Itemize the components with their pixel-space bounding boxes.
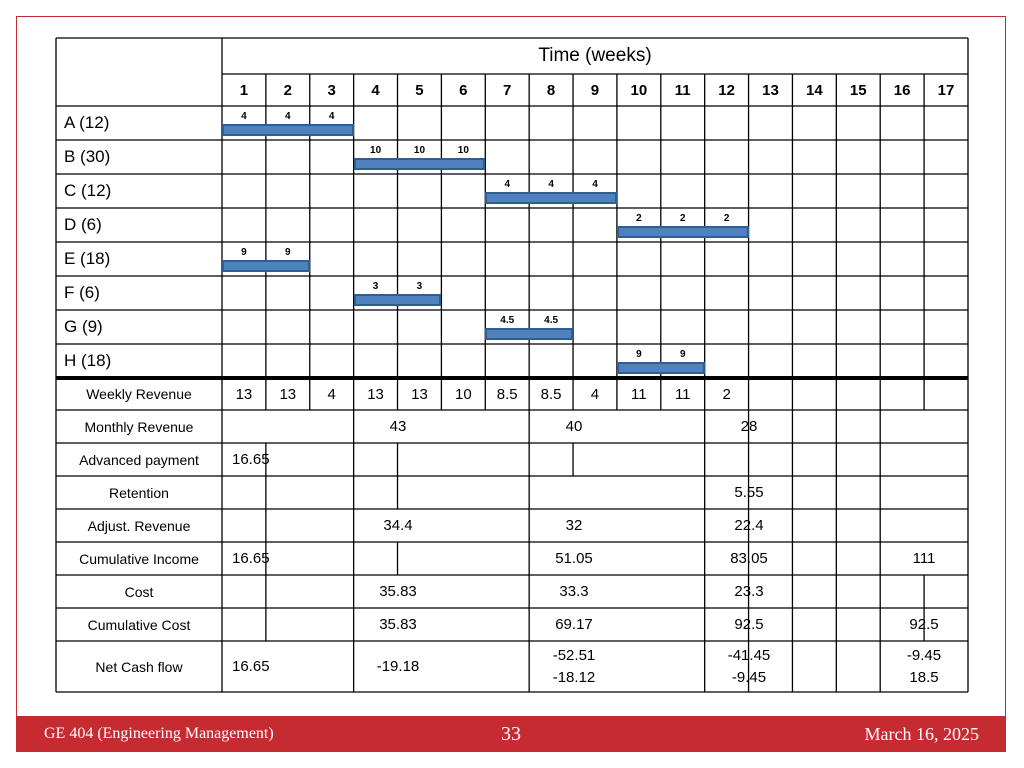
net-cash-flow-4-bottom: -9.45 [731,668,767,686]
activity-label: E (18) [64,249,111,268]
week-8: 8 [546,81,556,99]
week-10: 10 [630,81,648,99]
row-label-cumulative-income: Cumulative Income [79,550,199,567]
weekly-revenue-cell: 13 [279,385,297,403]
net-cash-flow-2: -19.18 [376,658,420,675]
week-15: 15 [849,81,867,99]
week-12: 12 [718,81,735,99]
bar-weekly-value: 9 [679,349,686,360]
monthly-revenue-3: 28 [740,418,758,435]
bar-weekly-value: 4 [548,179,554,190]
activity-bar [222,260,310,272]
weekly-revenue-cell [836,378,880,410]
weekly-revenue-cell: 2 [722,385,731,403]
bar-weekly-value: 4 [241,111,247,122]
bar-weekly-value: 4 [504,179,510,190]
bar-weekly-value: 10 [370,145,382,156]
activity-bar [617,362,705,374]
row-label-monthly-revenue: Monthly Revenue [84,418,194,435]
cumulative-income-1: 16.65 [232,550,270,567]
activity-bar [485,192,617,204]
adjust-revenue-2: 32 [565,517,583,534]
bar-weekly-value: 9 [285,247,291,258]
bar-weekly-value: 4.5 [500,315,515,326]
activity-bar [354,294,442,306]
net-cash-flow-5 [880,641,968,692]
row-label-cumulative-cost: Cumulative Cost [87,616,191,633]
cumulative-cost-1: 35.83 [379,616,417,633]
activity-label: F (6) [64,283,100,302]
row-label-cost: Cost [124,583,154,600]
row-label-weekly-revenue: Weekly Revenue [86,386,192,402]
cumulative-income-2: 51.05 [555,550,593,567]
net-cash-flow-5-bottom: 18.5 [909,668,939,686]
week-13: 13 [762,81,779,99]
monthly-revenue-1: 43 [389,418,407,435]
net-cash-flow-1: 16.65 [232,658,270,675]
cost-1: 35.83 [379,583,417,600]
bar-weekly-value: 4.5 [544,315,559,326]
activity-bar [617,226,749,238]
activity-label: H (18) [64,351,112,370]
bar-weekly-value: 2 [679,213,686,224]
weekly-revenue-cell [924,378,968,410]
net-cash-flow-4 [705,641,793,692]
page-number: 33 [501,723,521,745]
week-3: 3 [327,81,336,99]
activity-label: C (12) [64,181,112,200]
row-label-adjust-revenue: Adjust. Revenue [87,517,191,534]
net-cash-flow-5-top: -9.45 [906,646,942,664]
cumulative-income-4: 111 [912,550,936,567]
footer-course: GE 404 (Engineering Management) [44,725,274,742]
activity-label: D (6) [64,215,102,234]
weekly-revenue-cell: 11 [674,385,691,403]
footer-date: March 16, 2025 [864,724,979,744]
bar-weekly-value: 3 [372,281,379,292]
week-6: 6 [459,81,468,99]
activity-label: A (12) [64,113,110,132]
week-4: 4 [371,81,380,99]
cost-2: 33.3 [559,583,589,600]
weekly-revenue-cell: 8.5 [496,385,518,403]
activity-bar [222,124,354,136]
activity-bar [485,328,573,340]
week-17: 17 [937,81,955,99]
weekly-revenue-cell [749,378,793,410]
time-header: Time (weeks) [538,45,652,66]
row-label-advanced-payment: Advanced payment [79,451,199,468]
week-16: 16 [893,81,911,99]
week-5: 5 [415,81,424,99]
adjust-revenue-1: 34.4 [383,517,413,534]
net-cash-flow-3 [530,641,618,692]
weekly-revenue-cell: 13 [367,385,384,403]
cumulative-income-3: 83.05 [730,550,768,567]
cumulative-cost-4: 92.5 [909,616,939,633]
bar-weekly-value: 3 [416,281,423,292]
bar-weekly-value: 9 [241,247,247,258]
footer-bar [16,716,1006,752]
cumulative-cost-3: 92.5 [734,616,764,633]
bar-weekly-value: 10 [457,145,469,156]
bar-weekly-value: 4 [328,111,335,122]
weekly-revenue-cell [792,378,836,410]
bar-weekly-value: 2 [636,213,642,224]
row-label-retention: Retention [109,484,169,501]
adjust-revenue-3: 22.4 [734,517,764,534]
week-1: 1 [239,81,249,99]
weekly-revenue-cell [880,378,924,410]
week-14: 14 [806,81,823,99]
bar-weekly-value: 4 [285,111,291,122]
activity-bar [354,158,486,170]
bar-weekly-value: 4 [592,179,598,190]
weekly-revenue-cell: 4 [590,385,600,403]
bar-weekly-value: 10 [413,145,426,156]
bar-weekly-value: 2 [723,213,730,224]
bar-weekly-value: 9 [636,349,642,360]
cost-3: 23.3 [734,583,764,600]
weekly-revenue-cell: 10 [454,385,472,403]
weekly-revenue-cell: 8.5 [540,385,562,403]
monthly-revenue-2: 40 [565,418,583,435]
net-cash-flow-3-bottom: -18.12 [552,668,596,686]
weekly-revenue-cell: 11 [631,385,647,403]
weekly-revenue-cell: 4 [327,385,336,403]
week-9: 9 [590,81,600,99]
cumulative-cost-2: 69.17 [555,616,593,633]
advanced-payment-value: 16.65 [232,451,270,468]
weekly-revenue-cell: 13 [411,385,428,403]
retention-value: 5.55 [734,484,764,501]
activity-label: G (9) [64,317,103,336]
weekly-revenue-cell: 13 [235,385,253,403]
net-cash-flow-4-top: -41.45 [727,646,771,664]
week-7: 7 [503,81,512,99]
week-11: 11 [674,81,691,99]
row-label-net-cash-flow: Net Cash flow [95,658,183,675]
week-2: 2 [283,81,292,99]
activity-label: B (30) [64,147,111,166]
net-cash-flow-3-top: -52.51 [552,646,596,664]
